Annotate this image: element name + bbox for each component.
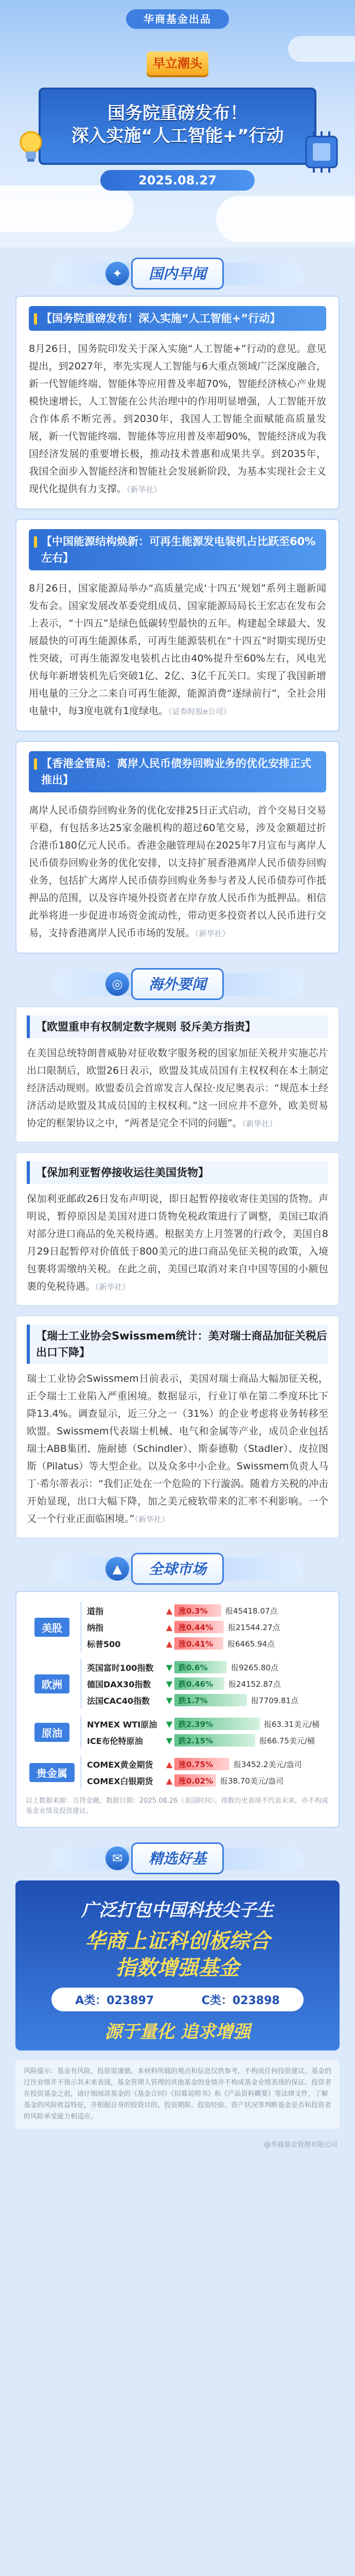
fund-promo <box>15 1880 340 2050</box>
market-index-name: ICE布伦特原油 <box>87 1736 143 1746</box>
news-body <box>29 580 326 720</box>
news-text: 保加利亚邮政26日发布声明说，即日起暂停接收寄往美国的货物。声明说，暂停原因是美国对进口货物免税政策进行了调整，美国已取消对部分进口商品的免关税待遇。根据美方上月签署的行政令，美国自8月29日起暂停对价值低于800美元的进口商品免征关税的政策，入境包裹将需缴纳关税。在此之前，美国已取消对来自中国等国的小额包裹的免税待遇。 <box>27 1193 328 1292</box>
market-rows <box>80 1756 331 1789</box>
arrow-down-icon: ▼ <box>166 1735 173 1745</box>
news-card <box>15 1315 340 1538</box>
market-change-bar: 涨0.75% <box>174 1758 229 1770</box>
market-row <box>87 1675 331 1692</box>
news-title: 【国务院重磅发布！深入实施“人工智能+”行动】 <box>29 306 326 331</box>
market-panel <box>15 1591 340 1828</box>
news-text: 8月26日，国务院印发关于深入实施“人工智能+”行动的意见。意见提出，到2027年，率先实现人工智能与6大重点领域广泛深度融合，新一代智能终端、智能体等应用普及率超70%，智能经济核心产业规模快速增长，人工智能在公共治理中的作用明显增强，人工智能开放合作体系不断完善。到2030年，我国人工智能全面赋能高质量发展，新一代智能终端、智能体等应用普及率超90%，智能经济成为我国经济发展的重要增长极，推动技术普惠和成果共享。到2035年，我国全面步入智能经济和智能社会发展新阶段，为基本实现社会主义现代化提供有力支撑。 <box>29 343 326 495</box>
market-close-value: 报24152.87点 <box>228 1679 281 1689</box>
fund-code-c: C类：023898 <box>201 1994 280 2007</box>
arrow-down-icon: ▼ <box>166 1679 173 1689</box>
cloud-decoration <box>0 185 134 232</box>
market-group <box>24 1659 331 1708</box>
section-title: 海外要闻 <box>131 968 224 1000</box>
market-group-label-text: 欧洲 <box>34 1674 69 1693</box>
megaphone-icon: ✉ <box>105 1846 129 1870</box>
news-source: （证券时报e公司） <box>168 707 231 716</box>
news-title: 【瑞士工业协会Swissmem统计：美对瑞士商品加征关税后出口下降】 <box>27 1325 328 1364</box>
news-source: （新华社） <box>95 1282 130 1292</box>
news-card <box>15 1152 340 1306</box>
news-body <box>27 1190 328 1296</box>
market-group <box>24 1756 331 1789</box>
market-row <box>87 1692 331 1708</box>
market-change-bar: 涨0.02% <box>174 1774 216 1787</box>
market-group <box>24 1602 331 1652</box>
market-group-label-text: 美股 <box>34 1618 69 1637</box>
hero-title-line1: 国务院重磅发布！ <box>108 103 247 124</box>
arrow-up-icon: ▲ <box>166 1638 173 1649</box>
market-row <box>87 1619 331 1635</box>
hero-tag: 早立潮头 <box>147 52 208 75</box>
fund-slogan: 源于量化 追求增强 <box>104 2022 251 2042</box>
market-index-name: 法国CAC40指数 <box>87 1696 150 1706</box>
market-row <box>87 1772 331 1789</box>
market-index-name: COMEX白银期货 <box>87 1776 153 1786</box>
market-close-value: 报9265.80点 <box>231 1663 279 1672</box>
fund-tagline: 广泛打包中国科技尖子生 <box>81 1900 274 1921</box>
risk-disclaimer: 风险提示：基金有风险，投资需谨慎。本材料所载的观点和信息仅供参考，不构成任何投资建议。基金的过往业绩并不预示其未来表现，基金管理人管理的其他基金的业绩并不构成基金业绩表现的保证。投资者在投资基金之前，请仔细阅读基金的《基金合同》《招募说明书》和《产品资料概要》等法律文件，了解基金的风险收益特征，并根据自身的投资目的、投资期限、投资经验、资产状况等判断基金是否和投资者的风险承受能力相适应。 <box>15 2060 340 2129</box>
market-rows <box>80 1659 331 1708</box>
arrow-up-icon: ▲ <box>166 1759 173 1769</box>
market-change-bar: 跌0.6% <box>174 1661 227 1673</box>
market-change-bar: 跌2.15% <box>174 1734 255 1747</box>
market-close-value: 报38.70美元/盎司 <box>220 1776 283 1786</box>
ai-chip-icon <box>298 129 345 175</box>
market-row <box>87 1732 331 1749</box>
market-index-name: 英国富时100指数 <box>87 1663 154 1673</box>
arrow-down-icon: ▼ <box>166 1695 173 1705</box>
section-title: 精选好基 <box>131 1842 224 1874</box>
news-body <box>29 802 326 942</box>
news-source: （新华社） <box>134 1515 169 1524</box>
news-source: （新华社） <box>195 929 230 938</box>
news-text: 瑞士工业协会Swissmem日前表示，美国对瑞士商品大幅加征关税，正令瑞士工业陷入严重困境。数据显示，行业订单在第二季度环比下降13.4%。调查显示，近三分之一（31%）的企业考虑将业务转移至欧盟。Swissmem代表瑞士机械、电气和金属等产业，成员企业包括瑞士ABB集团、施耐德（Schindler）、斯泰德勒（Stadler）、皮拉图斯（Pilatus）等大型企业。以及众多中小企业。Swissmem负责人马丁·希尔蒂表示：“我们正处在一个危险的下行漩涡。随着方关税的冲击开始显现，出口大幅下降，加之美元疲软带来的汇率不利影响。一个又一个行业正面临困境。” <box>27 1373 328 1524</box>
news-text: 在美国总统特朗普威胁对征收数字服务税的国家加征关税并实施芯片出口限制后，欧盟26日表示，欧盟及其成员国有主权权利在本土制定经济活动规则。欧盟委员会首席发言人保拉·皮尼奥表示：“规范本土经济活动是欧盟及其成员国的主权权利。”这一回应并不意外，欧美贸易协定的框架协议之中，“两者是完全不同的问题”。 <box>27 1047 328 1129</box>
market-row <box>87 1635 331 1652</box>
market-close-value: 报63.31美元/桶 <box>264 1719 319 1729</box>
globe-icon: ◎ <box>105 972 129 996</box>
news-title: 【保加利亚暂停接收运往美国货物】 <box>27 1161 328 1184</box>
arrow-down-icon: ▼ <box>166 1719 173 1729</box>
globe-icon: ✦ <box>105 262 129 285</box>
news-title: 【香港金管局：离岸人民币债券回购业务的优化安排正式推出】 <box>29 751 326 792</box>
hero-banner <box>0 0 355 247</box>
market-groups <box>24 1602 331 1789</box>
market-row <box>87 1659 331 1675</box>
section-header-domestic <box>0 252 355 296</box>
fund-codes <box>51 1988 304 2011</box>
news-source: （新华社） <box>127 485 162 494</box>
arrow-up-icon: ▲ <box>166 1622 173 1632</box>
news-card <box>15 1006 340 1143</box>
market-change-bar: 涨0.3% <box>174 1604 221 1617</box>
fund-name-line2: 指数增强基金 <box>116 1956 239 1980</box>
market-close-value: 报6465.94点 <box>227 1639 275 1649</box>
market-group <box>24 1716 331 1749</box>
news-body <box>27 1370 328 1528</box>
market-index-name: 标普500 <box>87 1639 121 1649</box>
lightbulb-icon <box>15 129 46 165</box>
chart-icon: ▲ <box>105 1557 129 1581</box>
market-row <box>87 1756 331 1772</box>
section-title: 国内早闻 <box>131 258 224 290</box>
market-close-value: 报3452.2美元/盎司 <box>234 1759 302 1769</box>
market-close-value: 报45418.07点 <box>225 1606 278 1616</box>
market-close-value: 报66.75美元/桶 <box>259 1736 315 1745</box>
market-change-bar: 跌2.39% <box>174 1718 260 1730</box>
news-card <box>15 741 340 954</box>
watermark: @华商基金管理有限公司 <box>263 2141 338 2149</box>
section-header-fund <box>0 1837 355 1880</box>
cloud-decoration <box>288 36 355 62</box>
section-header-market <box>0 1548 355 1591</box>
market-group-label <box>24 1659 80 1708</box>
market-close-value: 报21544.27点 <box>228 1622 280 1632</box>
market-change-bar: 涨0.44% <box>174 1621 224 1633</box>
market-row <box>87 1716 331 1732</box>
news-card <box>15 519 340 732</box>
market-row <box>87 1602 331 1619</box>
arrow-down-icon: ▼ <box>166 1662 173 1672</box>
market-rows <box>80 1716 331 1749</box>
market-index-name: 纳指 <box>87 1622 104 1633</box>
brand-pill: 华商基金出品 <box>126 9 229 29</box>
arrow-up-icon: ▲ <box>166 1775 173 1786</box>
market-index-name: 德国DAX30指数 <box>87 1679 151 1689</box>
news-source: （新华社） <box>242 1119 277 1128</box>
market-note: 以上数据来源：万得金融，数据日期：2025.08.26（美国时间）。指数历史表现不代表未来，亦不构成基金业绩及投资建议。 <box>26 1797 328 1815</box>
market-index-name: NYMEX WTI原油 <box>87 1719 157 1730</box>
market-group-label-text: 贵金属 <box>29 1763 75 1782</box>
section-title: 全球市场 <box>131 1553 224 1585</box>
market-index-name: 道指 <box>87 1606 104 1616</box>
market-index-name: COMEX黄金期货 <box>87 1759 153 1770</box>
market-group-label <box>24 1756 80 1789</box>
cloud-decoration <box>216 196 355 242</box>
market-rows <box>80 1602 331 1652</box>
market-group-label <box>24 1602 80 1652</box>
fund-code-a: A类：023897 <box>75 1994 154 2007</box>
section-header-overseas <box>0 963 355 1006</box>
market-change-bar: 跌1.7% <box>174 1694 247 1706</box>
news-text: 离岸人民币债券回购业务的优化安排25日正式启动，首个交易日交易平稳，有包括多达25家金融机构的超过60笔交易，涉及金额超过折合港币180亿元人民币。香港金融管理局在2025年7月宣布与离岸人民币债券回购业务的优化安排，以支持扩展香港离岸人民币债券回购业务，包括扩大离岸人民币债券回购业务参与者及人民币债券可作抵押品的范围，以及容许境外投资者在岸存放人民币作为抵押品。相信此举将进一步促进市场资金流动性，带动更多投资者以人民币进行交易，支持香港离岸人民币市场的发展。 <box>29 805 326 939</box>
market-change-bar: 涨0.41% <box>174 1637 223 1650</box>
news-title: 【欧盟重申有权制定数字规则 驳斥美方指责】 <box>27 1015 328 1038</box>
market-close-value: 报7709.81点 <box>251 1696 299 1705</box>
market-group-label-text: 原油 <box>34 1723 69 1742</box>
news-title: 【中国能源结构焕新：可再生能源发电装机占比跃至60%左右】 <box>29 529 326 570</box>
fund-name <box>15 1928 340 1981</box>
news-text: 8月26日，国家能源局举办“高质量完成‘十四五’规划”系列主题新闻发布会。国家发展改革委党组成员、国家能源局局长王宏志在发布会上表示，“十四五”是绿色低碳转型最快的五年。构建起全球最大、发展最快的可再生能源体系，可再生能源装机在“十四五”时期实现历史性突破，可再生能源发电装机占比由40%提升至60%左右，风电光伏每年新增装机先后突破1亿、2亿、3亿千瓦关口。实现了我国新增用电量的三分之二来自可再生能源，能源消费“逐绿前行”，全社会用电量中，每3度电就有1度绿电。 <box>29 583 326 717</box>
news-card <box>15 296 340 510</box>
market-change-bar: 跌0.46% <box>174 1677 224 1690</box>
arrow-up-icon: ▲ <box>166 1605 173 1616</box>
news-body <box>27 1044 328 1132</box>
fund-name-line1: 华商上证科创板综合 <box>85 1929 270 1953</box>
hero-title-line2: 深入实施“人工智能+”行动 <box>71 126 284 146</box>
market-group-label <box>24 1716 80 1749</box>
hero-title-box <box>39 88 316 165</box>
news-body <box>29 340 326 498</box>
hero-date: 2025.08.27 <box>100 170 255 191</box>
